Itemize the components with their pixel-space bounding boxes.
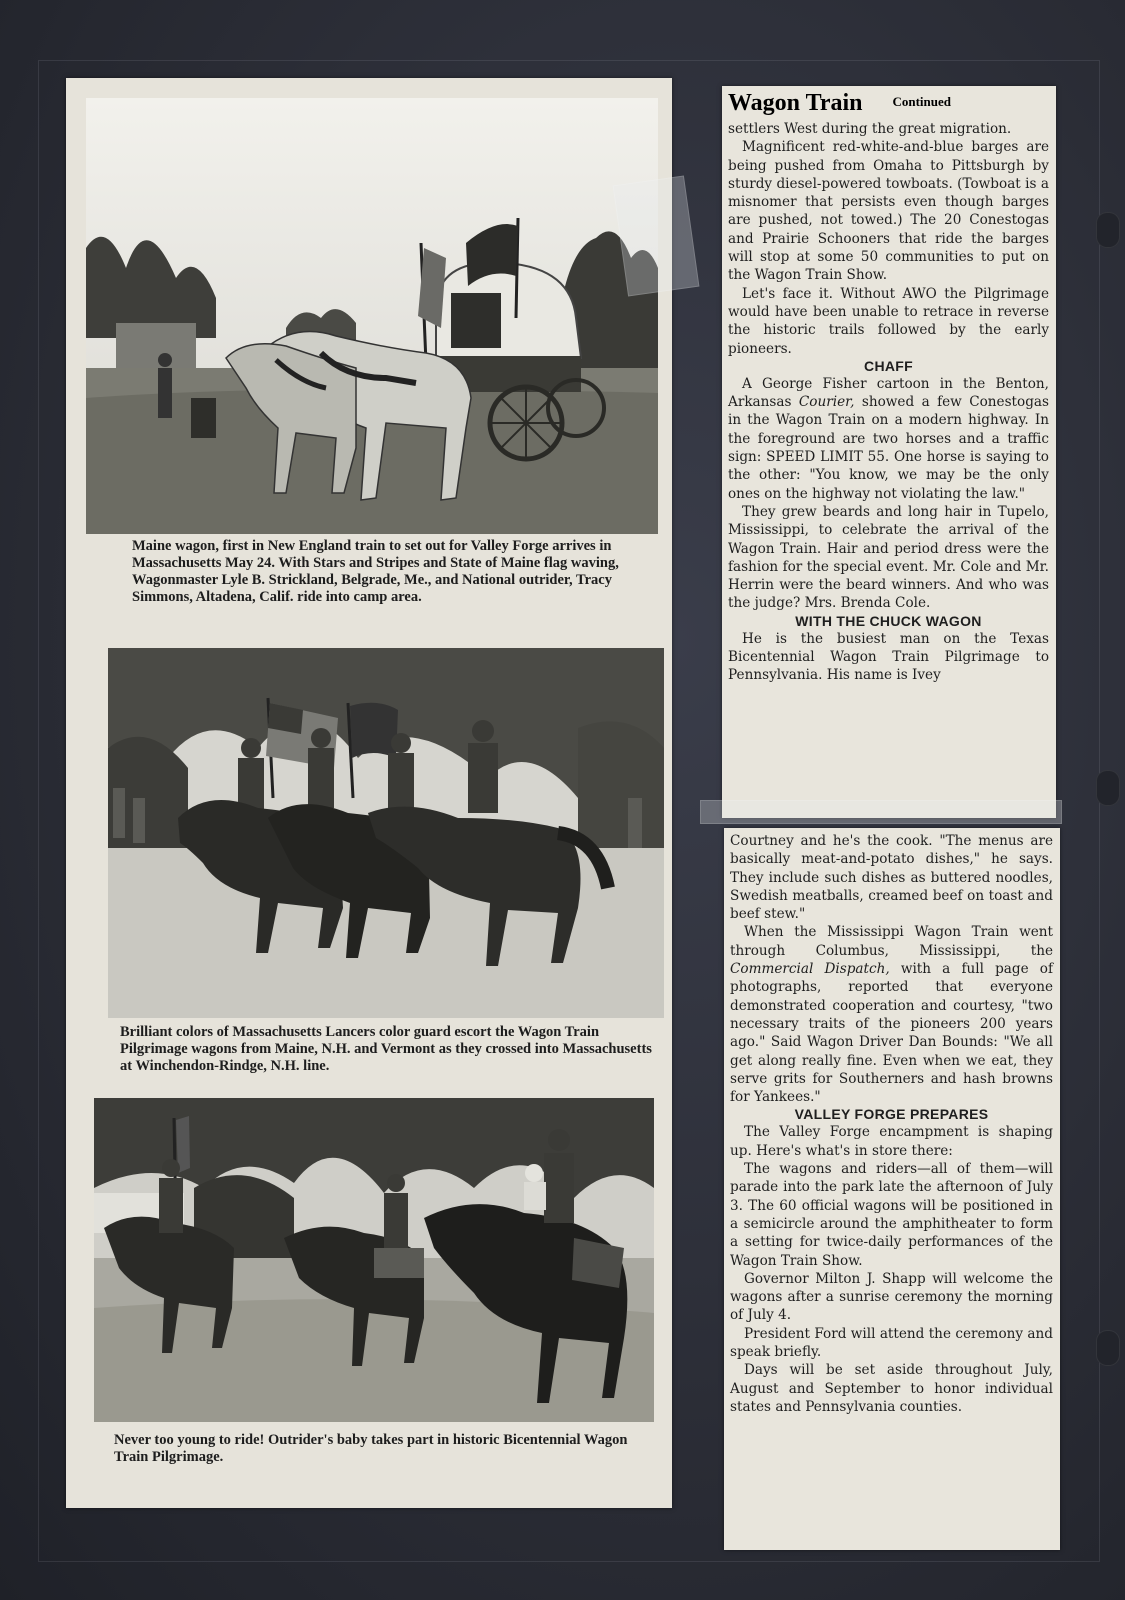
article-clipping-top <box>722 86 1056 818</box>
paragraph: The wagons and riders—all of them—will parade into the park late the afternoon of July 3. The 60 official wagons will be positioned in a semicircle around the amphitheater to form a setting for twice-daily performances of the Wagon Train Show. <box>730 1161 1053 1269</box>
paragraph: President Ford will attend the ceremony and speak briefly. <box>730 1325 1053 1361</box>
tape-strip <box>700 800 1062 824</box>
lancers-photo <box>108 648 664 1018</box>
tape-strip <box>613 176 700 297</box>
article-clipping-bottom <box>724 828 1060 1550</box>
paragraph: settlers West during the great migration. <box>728 121 1012 137</box>
photo2-caption: Brilliant colors of Massachusetts Lancers color guard escort the Wagon Train Pilgrimage wagons from Maine, N.H. and Vermont as they crossed into Massachusetts at Winchendon-Rindge, N.H. line. <box>120 1024 652 1074</box>
binder-hole <box>1096 212 1120 248</box>
subhead-chaff: CHAFF <box>864 357 913 374</box>
paragraph: They grew beards and long hair in Tupelo, Mississippi, to celebrate the arrival of the Wagon Train. Hair and period dress were the fashion for the special event. Mr. Cole and Mr. Herrin were the beard winners. And who was the judge? Mrs. Brenda Cole. <box>728 503 1049 612</box>
photo-clipping <box>66 78 672 1508</box>
paragraph: Magnificent red-white-and-blue barges are being pushed from Omaha to Pittsburgh by sturdy diesel-powered towboats. (Towboat is a misnomer that persists even though barges are pushed, not towed.) The 20 Conestogas and Prairie Schooners that ride the barges will stop at some 50 communities to put on the Wagon Train Show. <box>728 139 1049 284</box>
paragraph: He is the busiest man on the Texas Bicentennial Wagon Train Pilgrimage to Pennsylvania. His name is Ivey <box>728 630 1049 684</box>
wagon-photo <box>86 98 658 534</box>
article-text-bottom <box>730 832 1053 1416</box>
paragraph: A George Fisher cartoon in the Benton, Arkansas Courier, showed a few Conestogas in the Wagon Train on a modern highway. In the foreground are two horses and a traffic sign: SPEED LIMIT 55. One horse is saying to the other: "You know, we may be the only ones on the highway not violating the law." <box>728 375 1049 502</box>
continued-label: Continued <box>892 94 952 109</box>
baby-rider-photo <box>94 1098 654 1422</box>
photo3-caption: Never too young to ride! Outrider's baby takes part in historic Bicentennial Wagon Train Pilgrimage. <box>114 1432 628 1465</box>
binder-hole <box>1096 770 1120 806</box>
paragraph: Governor Milton J. Shapp will welcome the wagons after a sunrise ceremony the morning of July 4. <box>730 1270 1053 1324</box>
subhead-chuck-wagon: WITH THE CHUCK WAGON <box>795 612 982 629</box>
binder-hole <box>1096 1330 1120 1366</box>
article-headline: Wagon Train <box>728 90 863 116</box>
paragraph: Courtney and he's the cook. "The menus are basically meat-and-potato dishes," he says. They include such dishes as buttered noodles, Swedish meatballs, creamed beef on toast and beef stew." <box>730 833 1053 923</box>
paragraph: Days will be set aside throughout July, August and September to honor individual states and Pennsylvania counties. <box>730 1362 1053 1415</box>
photo1-caption: Maine wagon, first in New England train to set out for Valley Forge arrives in Massachusetts May 24. With Stars and Stripes and State of Maine flag waving, Wagonmaster Lyle B. Strickland, Belgrade, Me., and National outrider, Tracy Simmons, Altadena, Calif. ride into camp area. <box>132 538 619 605</box>
paragraph: When the Mississippi Wagon Train went through Columbus, Mississippi, the Commercial Dispatch, with a full page of photographs, reported that everyone demonstrated cooperation and courtesy, "two necessary traits of the pioneers 200 years ago." Said Wagon Driver Dan Bounds: "We all get along really fine. Even when we eat, they serve grits for Southerners and hash browns for Yankees." <box>730 924 1053 1106</box>
paragraph: Let's face it. Without AWO the Pilgrimage would have been unable to retrace in reverse the historic trails followed by the early pioneers. <box>728 285 1049 357</box>
article-text-top <box>728 120 1049 685</box>
subhead-valley-forge: VALLEY FORGE PREPARES <box>794 1106 989 1123</box>
paragraph: The Valley Forge encampment is shaping up. Here's what's in store there: <box>730 1124 1053 1159</box>
